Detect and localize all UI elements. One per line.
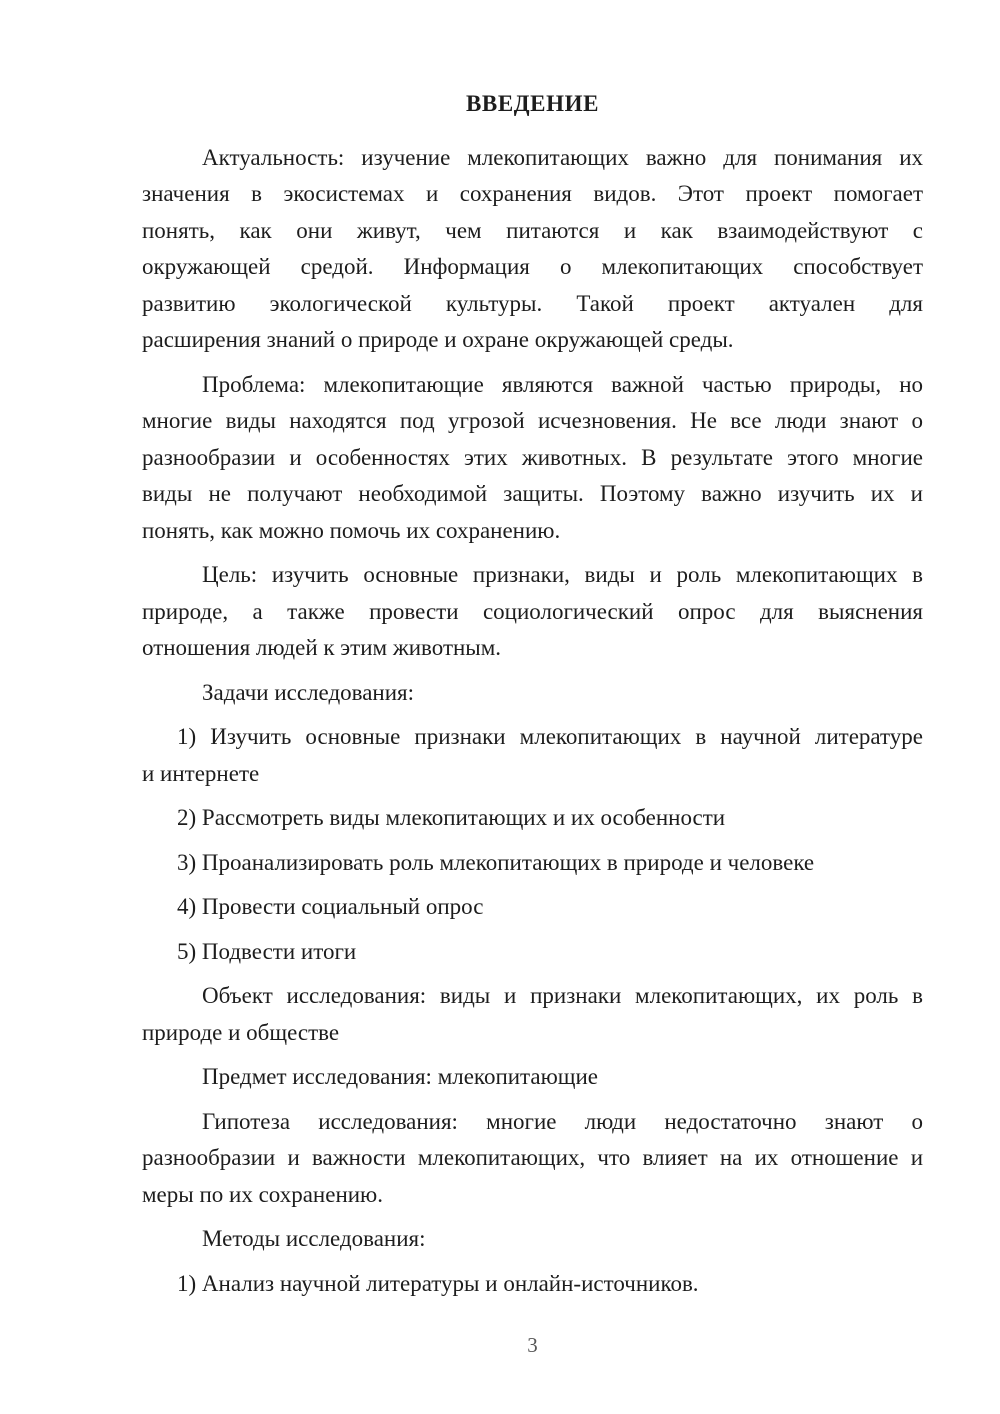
text-line: расширения знаний о природе и охране окружающей среды. (142, 327, 734, 352)
text-line: меры по их сохранению. (142, 1181, 383, 1207)
paragraph-gipoteza (142, 1104, 923, 1214)
text-line: и интернете (142, 760, 260, 786)
text-line: значения в экосистемах и сохранения видов. Этот проект помогает (142, 181, 923, 206)
paragraph-tsel (142, 557, 923, 667)
text-line: 4) Провести социальный опрос (177, 894, 484, 919)
list-item-4 (142, 889, 923, 926)
list-item-3 (142, 845, 923, 882)
label-metody (142, 1221, 923, 1258)
document-body (142, 86, 923, 1310)
text-line: 3) Проанализировать роль млекопитающих в природе и человеке (177, 849, 815, 875)
list-item-1 (142, 719, 923, 792)
paragraph-problema (142, 367, 923, 550)
list-item-2 (142, 800, 923, 837)
text-line: многие виды находятся под угрозой исчезновения. Не все люди знают о (142, 408, 923, 433)
list-item-metod-1 (142, 1266, 923, 1303)
text-line: разнообразии и важности млекопитающих, что влияет на их отношение и (142, 1145, 923, 1170)
text-line: Объект исследования: виды и признаки млекопитающих, их роль в (202, 983, 923, 1008)
text-line: Предмет исследования: млекопитающие (202, 1064, 599, 1089)
text-line: Задачи исследования: (202, 679, 415, 705)
text-line: 1) Изучить основные признаки млекопитающих в научной литературе (177, 724, 923, 749)
text-line: окружающей средой. Информация о млекопитающих способствует (142, 254, 923, 279)
page-number: 3 (527, 1333, 538, 1357)
text-line: Актуальность: изучение млекопитающих важно для понимания их (202, 144, 923, 170)
text-line: природе и обществе (142, 1019, 340, 1045)
text-line: Проблема: млекопитающие являются важной частью природы, но (202, 371, 923, 397)
text-line: понять, как они живут, чем питаются и как взаимодействуют с (142, 217, 923, 243)
list-item-5 (142, 934, 923, 971)
text-line: виды не получают необходимой защиты. Поэтому важно изучить их и (142, 481, 923, 506)
label-zadachi (142, 675, 923, 712)
page-title: ВВЕДЕНИЕ (465, 91, 600, 116)
text-line: Гипотеза исследования: многие люди недостаточно знают о (202, 1108, 923, 1134)
text-line: Цель: изучить основные признаки, виды и роль млекопитающих в (202, 562, 923, 587)
text-line: 2) Рассмотреть виды млекопитающих и их особенности (177, 805, 726, 830)
text-line: развитию экологической культуры. Такой проект актуален для (142, 290, 923, 316)
paragraph-aktualnost (142, 140, 923, 359)
text-line: Методы исследования: (202, 1226, 426, 1251)
text-line: отношения людей к этим животным. (142, 635, 502, 660)
text-line: 5) Подвести итоги (177, 938, 357, 964)
text-line: 1) Анализ научной литературы и онлайн-источников. (177, 1270, 699, 1296)
paragraph-obekt (142, 978, 923, 1051)
text-line: природе, а также провести социологический опрос для выяснения (142, 598, 923, 624)
text-line: понять, как можно помочь их сохранению. (142, 517, 561, 543)
text-line: разнообразии и особенностях этих животных. В результате этого многие (142, 444, 923, 470)
paragraph-predmet (142, 1059, 923, 1096)
